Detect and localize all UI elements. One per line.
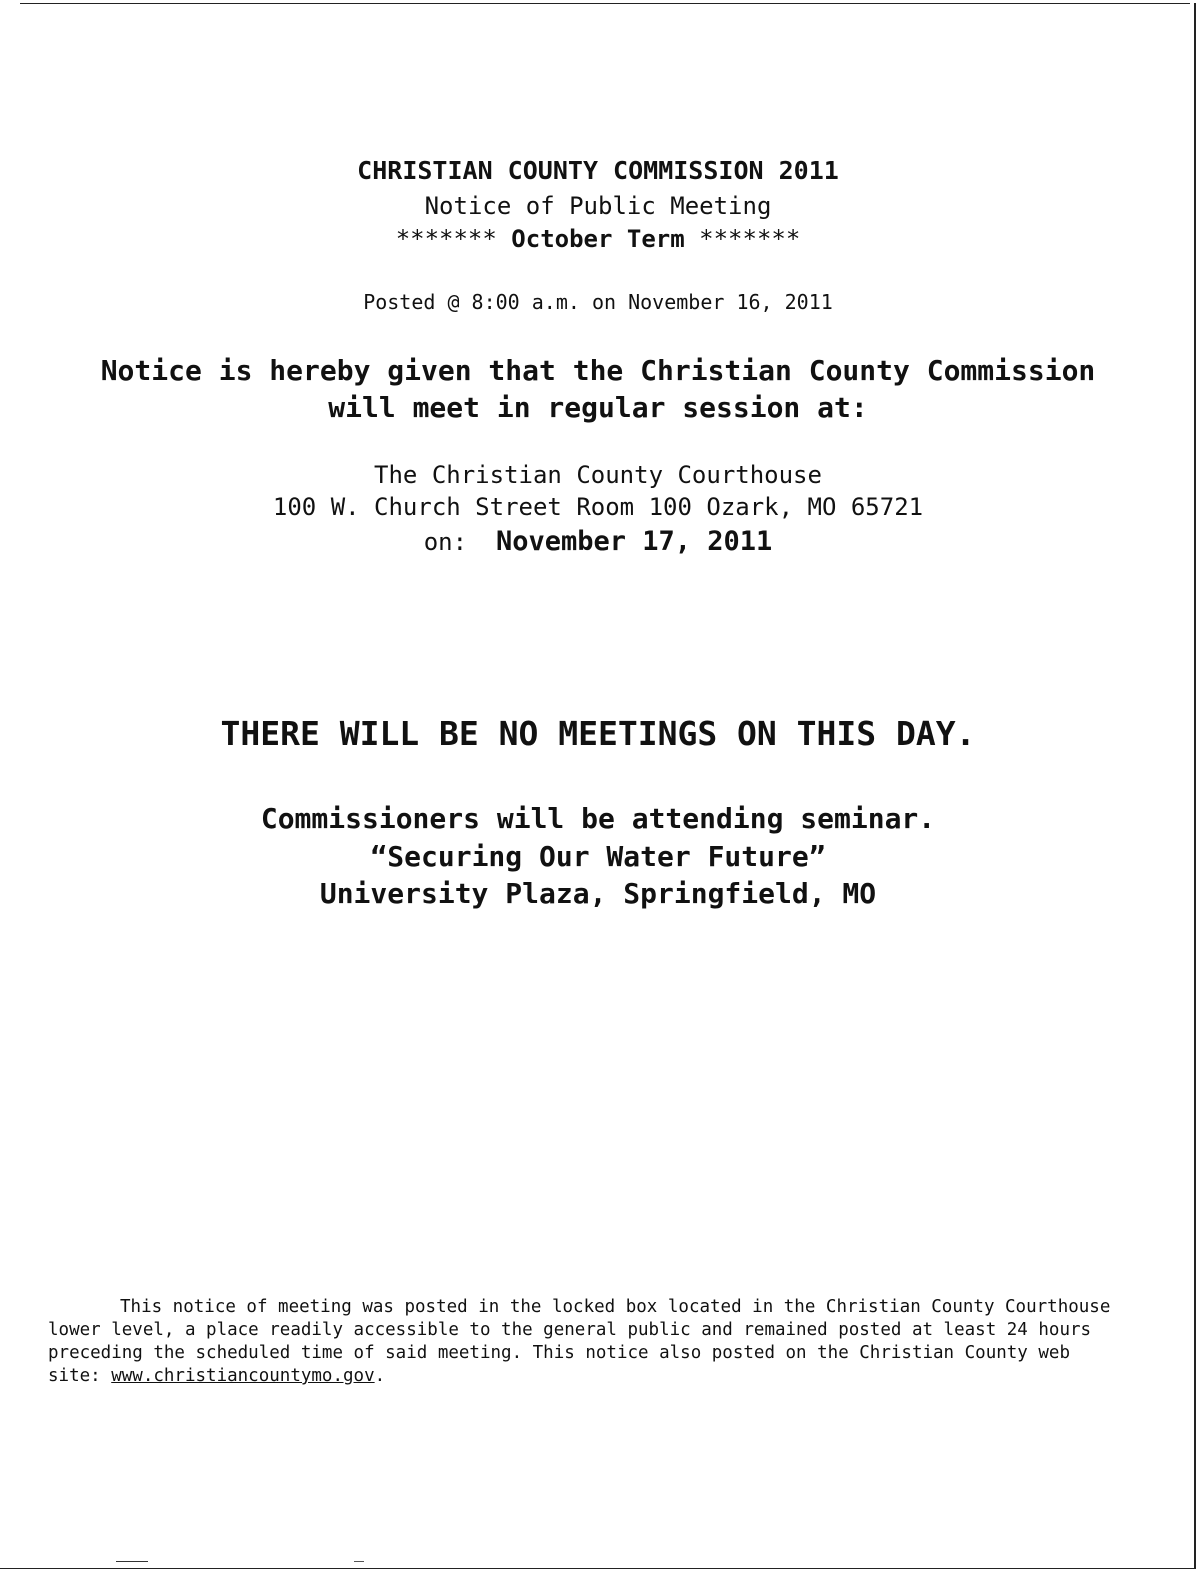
meeting-date: November 17, 2011 [495,526,773,557]
posting-statement [48,1296,1148,1388]
posted-timestamp: Posted @ 8:00 a.m. on November 16, 2011 [363,290,833,314]
posting-statement-line4 [48,1365,1148,1388]
page-border-bottom [0,1568,1196,1569]
posting-statement-line1: This notice of meeting was posted in the locked box located in the Christian County Courthouse [120,1297,1111,1317]
page-border-top [20,3,1190,4]
website-link[interactable]: www.christiancountymo.gov [111,1366,375,1386]
scan-mark [116,1561,148,1562]
website-prefix: site: [48,1366,112,1386]
scan-mark [354,1561,364,1562]
term-stars-left: ******* [395,225,497,253]
meeting-date-label: on: [423,528,468,556]
seminar-title: “Securing Our Water Future” [370,840,826,873]
document-title: CHRISTIAN COUNTY COMMISSION 2011 [357,156,839,185]
document-subtitle: Notice of Public Meeting [424,192,772,220]
term-label: October Term [511,225,685,253]
term-stars-right: ******* [699,225,801,253]
notice-statement-line2: will meet in regular session at: [328,391,868,424]
term-line [0,225,1196,253]
seminar-line1: Commissioners will be attending seminar. [260,802,936,835]
notice-statement-line1: Notice is hereby given that the Christian County Commission [100,354,1096,387]
posting-statement-line2: lower level, a place readily accessible to the general public and remained posted at least 24 hours [48,1320,1092,1340]
meeting-date-line [0,526,1196,557]
posting-statement-line3: preceding the scheduled time of said meeting. This notice also posted on the Christian County web [48,1343,1070,1363]
meeting-address: 100 W. Church Street Room 100 Ozark, MO 65721 [272,493,924,521]
no-meetings-headline: THERE WILL BE NO MEETINGS ON THIS DAY. [220,714,976,753]
website-suffix: . [374,1366,386,1386]
meeting-building: The Christian County Courthouse [374,461,822,489]
seminar-location: University Plaza, Springfield, MO [319,877,877,910]
